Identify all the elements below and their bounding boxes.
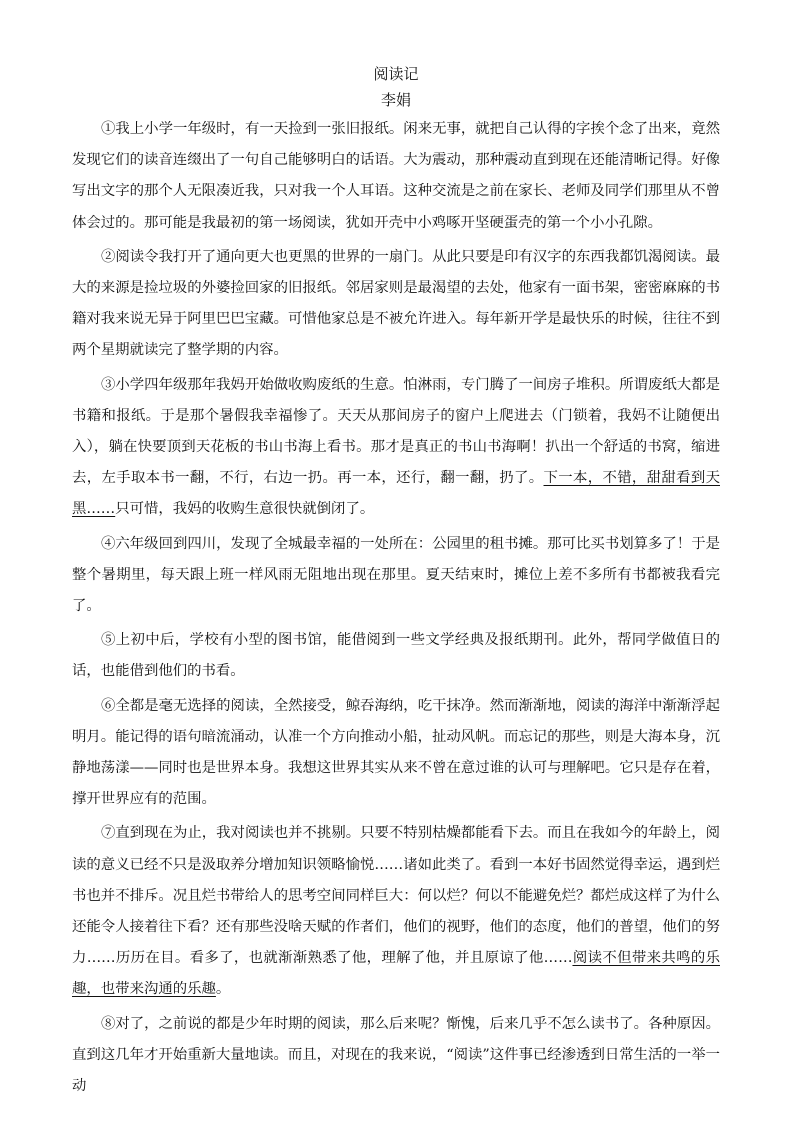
paragraph-text: ⑤上初中后，学校有小型的图书馆，能借阅到一些文学经典及报纸期刊。此外，帮同学做值日的话，也能借到他们的书看。	[72, 632, 720, 680]
paragraph-text: ③小学四年级那年我妈开始做收购废纸的生意。怕淋雨，专门腾了一间房子堆积。所谓废纸大都是书籍和报纸。于是那个暑假我幸福惨了。天天从那间房子的窗户上爬进去（门锁着，我妈不让随便出入），躺在快要顶到天花板的书山书海上看书。那才是真正的书山书海啊！扒出一个舒适的书窝，缩进去，左手取本书一翻，不行，右边一扔。再一本，还行，翻一翻，扔了。	[72, 376, 720, 487]
paragraph-4	[72, 529, 720, 623]
paragraph-2	[72, 242, 720, 367]
paragraph-text: 只可惜，我妈的收购生意很快就倒闭了。	[115, 501, 375, 518]
underlined-sentence: 阅读不但带来共鸣的乐趣，也带来沟通的乐趣	[72, 950, 720, 998]
underlined-sentence: 下一本，不错，甜甜看到天黑……	[72, 470, 720, 518]
article-title: 阅读记	[373, 65, 419, 83]
paragraph-text: ②阅读令我打开了通向更大也更黑的世界的一扇门。从此只要是印有汉字的东西我都饥渴阅读。最大的来源是捡垃圾的外婆捡回家的旧报纸。邻居家则是最渴望的去处，他家有一面书架，密密麻麻的书籍对我来说无异于阿里巴巴宝藏。可惜他家总是不被允许进入。每年新开学是最快乐的时候，往往不到两个星期就读完了整学期的内容。	[72, 248, 720, 359]
paragraph-text: 。	[215, 981, 231, 998]
paragraph-text: ⑦直到现在为止，我对阅读也并不挑剔。只要不特别枯燥都能看下去。而且在我如今的年龄上，阅读的意义已经不只是汲取养分增加知识领略愉悦……诸如此类了。看到一本好书固然觉得幸运，遇到烂书也并不排斥。况且烂书带给人的思考空间同样巨大：何以烂？何以不能避免烂？都烂成这样了为什么还能令人接着往下看？还有那些没啥天赋的作者们，他们的视野，他们的态度，他们的普望，他们的努力……历历在目。看多了，也就渐渐熟悉了他，理解了他，并且原谅了他……	[72, 825, 720, 967]
paragraph-8	[72, 1009, 720, 1103]
paragraph-6	[72, 691, 720, 816]
paragraph-text: ⑧对了，之前说的都是少年时期的阅读，那么后来呢？惭愧，后来几乎不怎么读书了。各种原因。直到这几年才开始重新大量地读。而且，对现在的我来说，“阅读”这件事已经渗透到日常生活的一举一动	[72, 1015, 720, 1095]
paragraph-1	[72, 114, 720, 239]
document-page	[72, 64, 720, 1105]
paragraph-7	[72, 818, 720, 1005]
paragraph-5	[72, 625, 720, 687]
paragraph-text: ④六年级回到四川，发现了全城最幸福的一处所在：公园里的租书摊。那可比买书划算多了！于是整个暑期里，每天跟上班一样风雨无阻地出现在那里。夏天结束时，摊位上差不多所有书都被我看完了。	[72, 535, 720, 615]
paragraph-3	[72, 370, 720, 526]
paragraph-text: ①我上小学一年级时，有一天捡到一张旧报纸。闲来无事，就把自己认得的字挨个念了出来，竟然发现它们的读音连缀出了一句自己能够明白的话语。大为震动，那种震动直到现在还能清晰记得。好像写出文字的那个人无限凑近我，只对我一个人耳语。这种交流是之前在家长、老师及同学们那里从不曾体会过的。那可能是我最初的第一场阅读，犹如开壳中小鸡啄开坚硬蛋壳的第一个小小孔隙。	[72, 121, 720, 231]
article-author: 李娟	[380, 91, 411, 109]
article-body	[72, 114, 720, 1102]
paragraph-text: ⑥全都是毫无选择的阅读，全然接受，鲸吞海纳，吃干抹净。然而渐渐地，阅读的海洋中渐渐浮起明月。能记得的语句暗流涌动，认准一个方向推动小船，扯动风帆。而忘记的那些，则是大海本身，沉静地荡漾——同时也是世界本身。我想这世界其实从来不曾在意过谁的认可与理解吧。它只是存在着，撑开世界应有的范围。	[72, 697, 720, 808]
